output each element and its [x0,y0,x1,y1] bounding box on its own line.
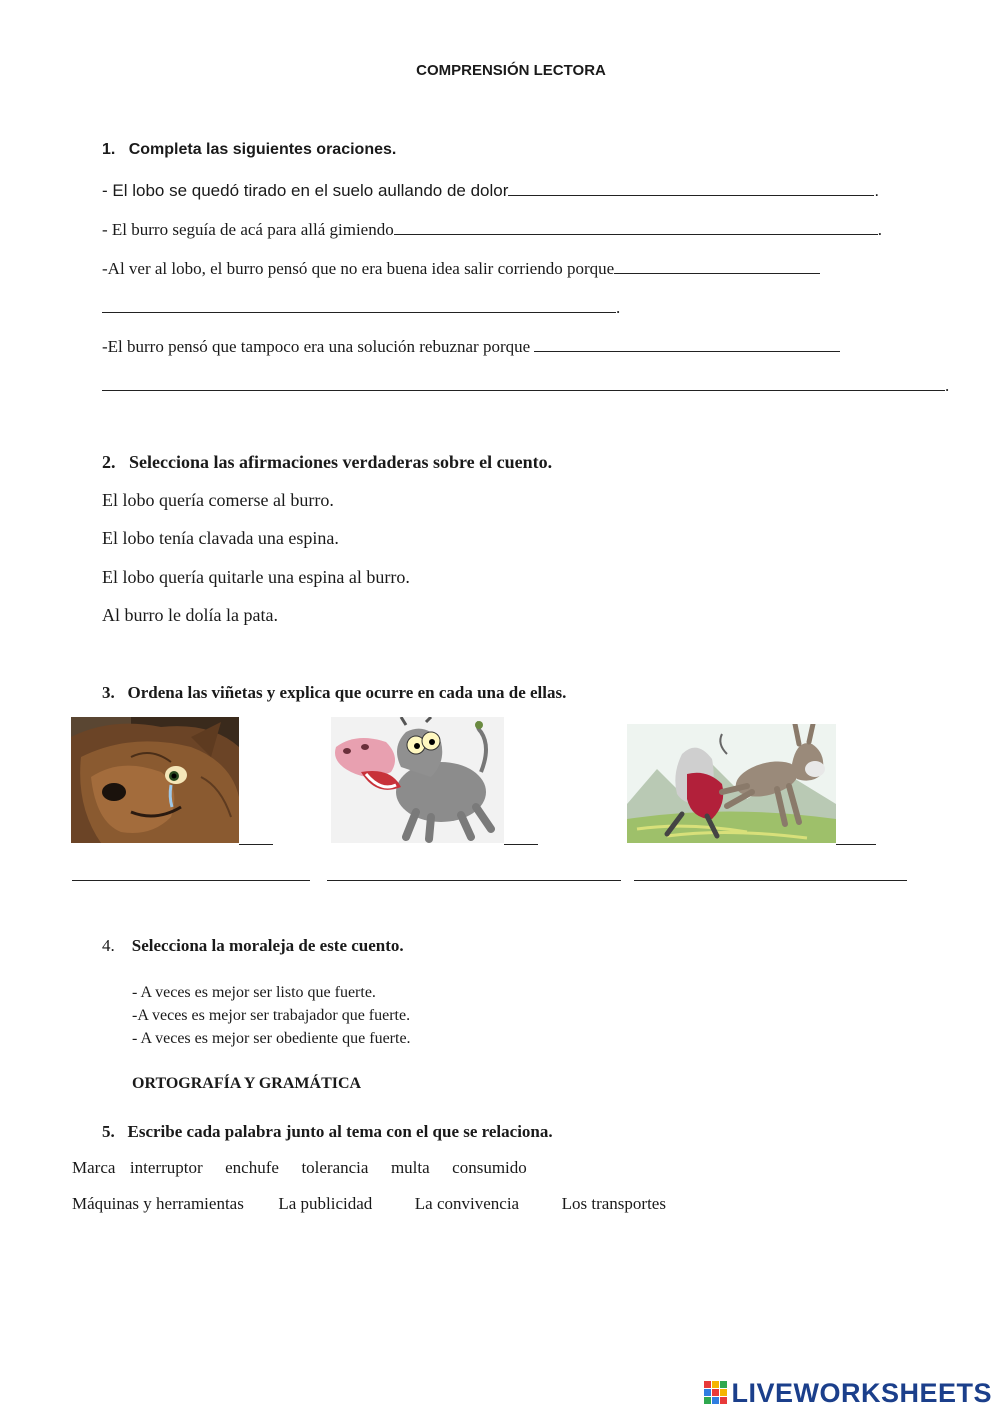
word-marca[interactable]: Marca [72,1158,116,1177]
answer-blank-1[interactable] [508,181,874,196]
section-1-title: Completa las siguientes oraciones. [128,141,397,158]
word-bank [72,1158,527,1178]
sentence-2-text: - El burro seguía de acá para allá gimiendo [102,220,394,239]
section-4-number: 4. [102,936,115,955]
moral-option-1[interactable]: - A veces es mejor ser listo que fuerte. [132,984,376,1001]
sentence-2: - El burro seguía de acá para allá gimiendo . [102,220,882,239]
sentence-4 [102,337,840,357]
word-tolerancia[interactable]: tolerancia [301,1158,369,1177]
statement-3[interactable]: El lobo quería quitarle una espina al burro. [102,567,410,587]
word-interruptor[interactable]: interruptor [129,1158,203,1177]
sentence-3-continuation: . [102,298,620,318]
answer-blank-4a[interactable] [534,337,840,352]
moral-option-2[interactable]: -A veces es mejor ser trabajador que fuerte. [132,1007,411,1024]
topic-publicidad[interactable]: La publicidad [278,1194,373,1213]
donkey-groaning-illustration [331,717,504,843]
section-5-heading [102,1122,553,1142]
explanation-blank-2[interactable] [327,866,621,886]
word-consumido[interactable]: consumido [452,1158,527,1177]
section-1-number: 1. [102,141,116,158]
section-2-title: Selecciona las afirmaciones verdaderas sobre el cuento. [129,452,553,472]
section-5-title: Escribe cada palabra junto al tema con el que se relaciona. [127,1122,553,1141]
section-2-heading [102,452,552,473]
grammar-heading: ORTOGRAFÍA Y GRAMÁTICA [132,1075,362,1092]
topic-list [72,1194,666,1214]
sentence-3 [102,259,820,279]
order-blank-1[interactable] [239,830,273,850]
answer-blank-2[interactable] [394,220,878,235]
explanation-blank-1[interactable] [72,866,310,886]
section-4-title: Selecciona la moraleja de este cuento. [131,936,404,955]
section-3-heading [102,683,566,703]
word-multa[interactable]: multa [390,1158,430,1177]
topic-transportes[interactable]: Los transportes [561,1194,666,1213]
section-5-number: 5. [102,1122,115,1141]
section-1-heading [102,141,396,159]
sentence-4-text: -El burro pensó que tampoco era una solución rebuznar porque [102,337,535,356]
donkey-kicking-wolf-illustration [627,724,836,843]
answer-blank-4b[interactable] [102,376,945,391]
page-title: COMPRENSIÓN LECTORA [416,62,606,79]
sentence-1: - El lobo se quedó tirado en el suelo aullando de dolor . [102,181,880,200]
sentence-3-text: -Al ver al lobo, el burro pensó que no era buena idea salir corriendo porque [102,259,615,278]
liveworksheets-logo-icon [704,1381,728,1405]
liveworksheets-watermark [704,1378,992,1409]
statement-1[interactable]: El lobo quería comerse al burro. [102,490,334,510]
wolf-crying-illustration [71,717,239,843]
topic-convivencia[interactable]: La convivencia [414,1194,520,1213]
explanation-blank-3[interactable] [634,866,907,886]
section-3-title: Ordena las viñetas y explica que ocurre en cada una de ellas. [127,683,567,702]
sentence-4-continuation: . [102,376,949,396]
topic-maquinas[interactable]: Máquinas y herramientas [72,1194,244,1213]
section-2-number: 2. [102,452,116,472]
sentence-1-text: - El lobo se quedó tirado en el suelo aullando de dolor [102,181,509,200]
moral-option-3[interactable]: - A veces es mejor ser obediente que fuerte. [132,1030,411,1047]
word-enchufe[interactable]: enchufe [225,1158,279,1177]
order-blank-2[interactable] [504,830,538,850]
statement-2[interactable]: El lobo tenía clavada una espina. [102,528,339,548]
statement-4[interactable]: Al burro le dolía la pata. [102,605,278,625]
section-3-number: 3. [102,683,115,702]
answer-blank-3b[interactable] [102,298,616,313]
order-blank-3[interactable] [836,830,876,850]
section-4-heading [102,936,404,956]
answer-blank-3a[interactable] [614,259,820,274]
watermark-text: LIVEWORKSHEETS [731,1378,992,1408]
